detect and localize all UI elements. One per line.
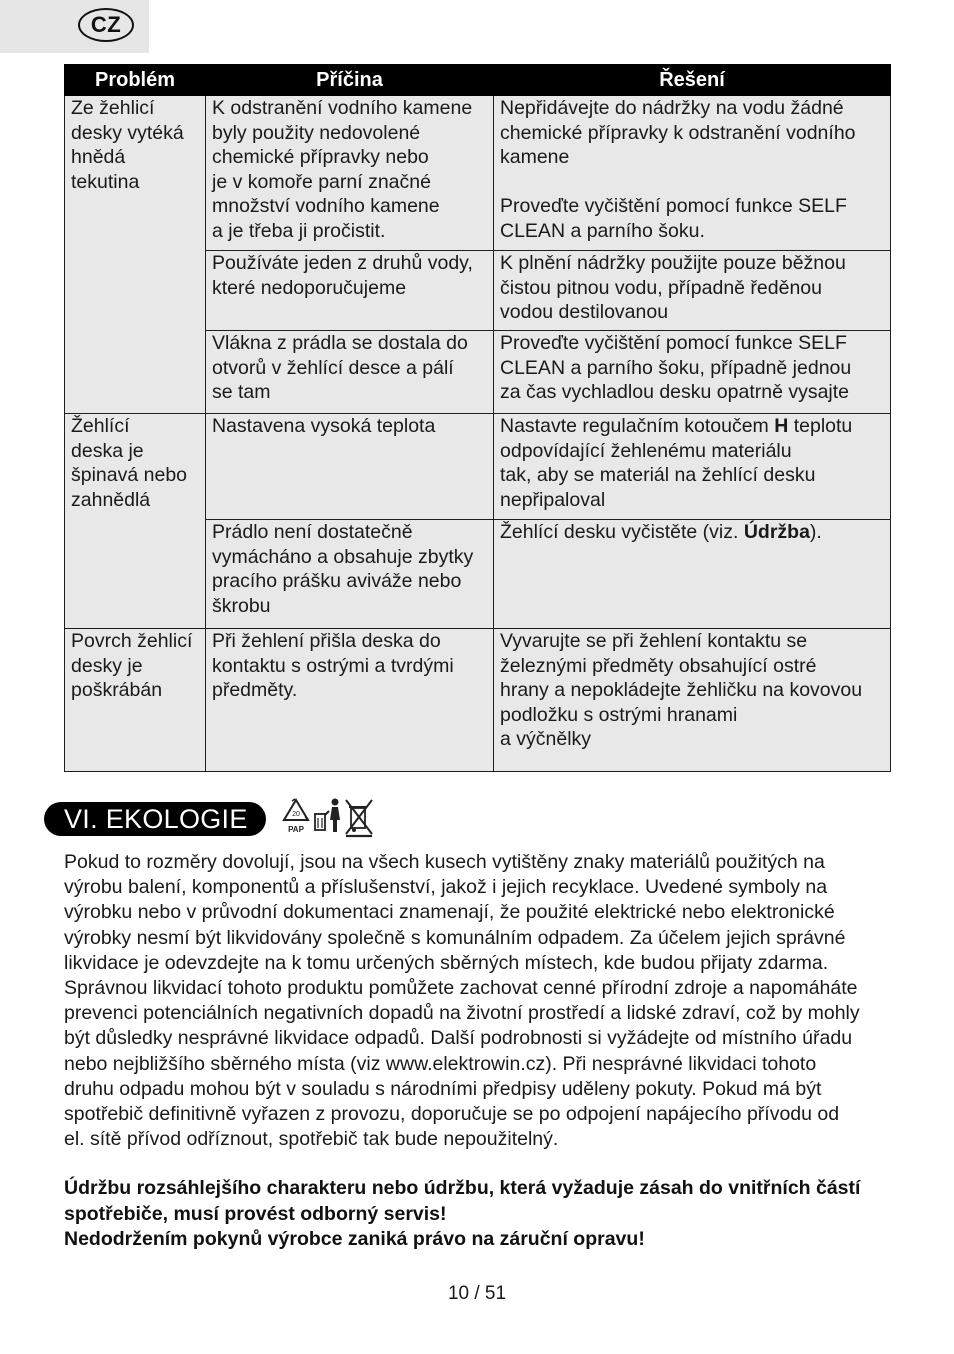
solution-cell — [494, 414, 891, 520]
problem-cell — [65, 96, 206, 414]
table-row — [65, 96, 891, 251]
solution-text — [500, 414, 886, 512]
cause-cell — [206, 629, 494, 772]
problem-cell — [65, 629, 206, 772]
dial-letter: H — [774, 415, 789, 437]
paragraph-line: výrobku nebo v průvodní dokumentaci znamenají, že použité elektrické nebo elektronické — [64, 901, 835, 924]
cause-text: Vlákna z prádla se dostala do otvorů v žehlící desce a pálí se tam — [212, 332, 468, 403]
table-header-row — [65, 65, 891, 96]
paragraph-line: likvidace je odevzdejte na k tomu určených sběrných místech, kde budou přijaty zdarma. — [64, 951, 829, 974]
cause-cell — [206, 251, 494, 331]
table-row — [65, 414, 891, 520]
person-bin-icon — [314, 799, 340, 833]
solution-text-part: teplotu odpovídající žehlenému materiálu tak, aby se materiál na žehlící desku nepřipaloval — [500, 415, 853, 511]
paragraph-line: druhu odpadu mohou být v souladu s národními předpisy uděleny pokuty. Pokud má být — [64, 1077, 822, 1100]
paragraph-line: nebo nejbližšího sběrného místa (viz www.elektrowin.cz). Při nesprávné likvidaci tohoto — [64, 1052, 817, 1075]
section-heading-ecology: VI. EKOLOGIE — [44, 802, 266, 836]
language-tab — [0, 0, 149, 53]
paragraph-line: spotřebič definitivně vyřazen z provozu, doporučuje se po odpojení napájecího přívodu od — [64, 1103, 840, 1126]
cause-text: Prádlo není dostatečně vymácháno a obsahuje zbytky pracího prášku aviváže nebo škrobu — [212, 521, 474, 617]
cause-text: Používáte jeden z druhů vody, které nedoporučujeme — [212, 252, 473, 299]
solution-cell — [494, 96, 891, 251]
paragraph-line: výrobky nesmí být likvidovány společně s komunálním odpadem. Za účelem jejich správné — [64, 926, 846, 949]
paragraph-line: prevenci potenciálních negativních dopadů na životní prostředí a lidské zdraví, což by mohly — [64, 1002, 860, 1025]
solution-text-part: Nastavte regulačním kotoučem — [500, 415, 775, 437]
column-header-solution: Řešení — [494, 65, 891, 96]
page-number: 10 / 51 — [447, 1283, 507, 1304]
solution-text: Nepřidávejte do nádržky na vodu žádné chemické přípravky k odstranění vodního kamene — [500, 97, 856, 168]
cause-cell — [206, 331, 494, 414]
problem-cell — [65, 414, 206, 629]
recycling-material: PAP — [288, 825, 304, 834]
troubleshooting-table — [64, 64, 891, 772]
paragraph-line: el. sítě přívod odříznout, spotřebič tak bude nepoužitelný. — [64, 1128, 559, 1151]
warning-line: spotřebiče, musí provést odborný servis! — [64, 1202, 447, 1225]
table-row — [65, 629, 891, 772]
solution-text: Vyvarujte se při žehlení kontaktu se železnými předměty obsahující ostré hrany a nepokládejte žehličku na kovovou podložku s ostrými hranami a výčnělky — [500, 630, 863, 750]
solution-text: Proveďte vyčištění pomocí funkce SELF CLEAN a parního šoku. — [500, 195, 847, 242]
cause-text: Nastavena vysoká teplota — [212, 415, 436, 437]
recycling-triangle-20-pap-icon — [283, 799, 308, 834]
cause-text: Při žehlení přišla deska do kontaktu s ostrými a tvrdými předměty. — [212, 630, 454, 701]
problem-text: Žehlící deska je špinavá nebo zahnědlá — [71, 415, 188, 511]
column-header-problem: Problém — [65, 65, 206, 96]
ecology-symbols — [280, 796, 374, 838]
cause-cell — [206, 414, 494, 520]
ecology-paragraph — [64, 850, 906, 1152]
solution-cell — [494, 331, 891, 414]
problem-text: Povrch žehlicí desky je poškrábán — [71, 630, 193, 701]
solution-cell — [494, 520, 891, 629]
solution-text-part: Žehlící desku vyčistěte (viz. — [500, 521, 744, 543]
maintenance-reference: Údržba — [743, 521, 810, 543]
warning-line: Nedodržením pokynů výrobce zaniká právo na záruční opravu! — [64, 1228, 645, 1250]
warning-line: Údržbu rozsáhlejšího charakteru nebo údržbu, která vyžaduje zásah do vnitřních částí — [64, 1177, 861, 1199]
solution-text-part: ). — [809, 521, 822, 543]
paragraph-line: Pokud to rozměry dovolují, jsou na všech kusech vytištěny znaky materiálů použitých na — [64, 851, 825, 873]
crossed-out-wheelie-bin-icon — [346, 800, 372, 836]
cause-cell — [206, 520, 494, 629]
cause-text: K odstranění vodního kamene byly použity nedovolené chemické přípravky nebo je v komoře parní značné množství vodního kamene a je třeba ji pročistit. — [212, 97, 473, 242]
cause-cell — [206, 96, 494, 251]
problem-text: Ze žehlicí desky vytéká hnědá tekutina — [71, 97, 184, 193]
column-header-cause: Příčina — [206, 65, 494, 96]
solution-cell — [494, 629, 891, 772]
language-badge: CZ — [78, 8, 134, 42]
solution-text: Proveďte vyčištění pomocí funkce SELF CLEAN a parního šoku, případně jednou za čas vychladlou desku opatrně vysajte — [500, 332, 852, 403]
solution-cell — [494, 251, 891, 331]
recycling-code: 20 — [292, 811, 300, 818]
solution-text: K plnění nádržky použijte pouze běžnou čistou pitnou vodu, případně ředěnou vodou destilovanou — [500, 252, 846, 323]
paragraph-line: být důsledky nesprávné likvidace odpadů. Další podrobnosti si vyžádejte od místního úřadu — [64, 1027, 853, 1050]
paragraph-line: výrobu balení, komponentů a příslušenství, jakož i jejich recyklace. Uvedené symboly na — [64, 876, 828, 899]
paragraph-line: Správnou likvidací tohoto produktu pomůžete zachovat cenné přírodní zdroje a napomáháte — [64, 977, 858, 1000]
solution-text — [500, 520, 886, 545]
service-warning — [64, 1176, 914, 1253]
